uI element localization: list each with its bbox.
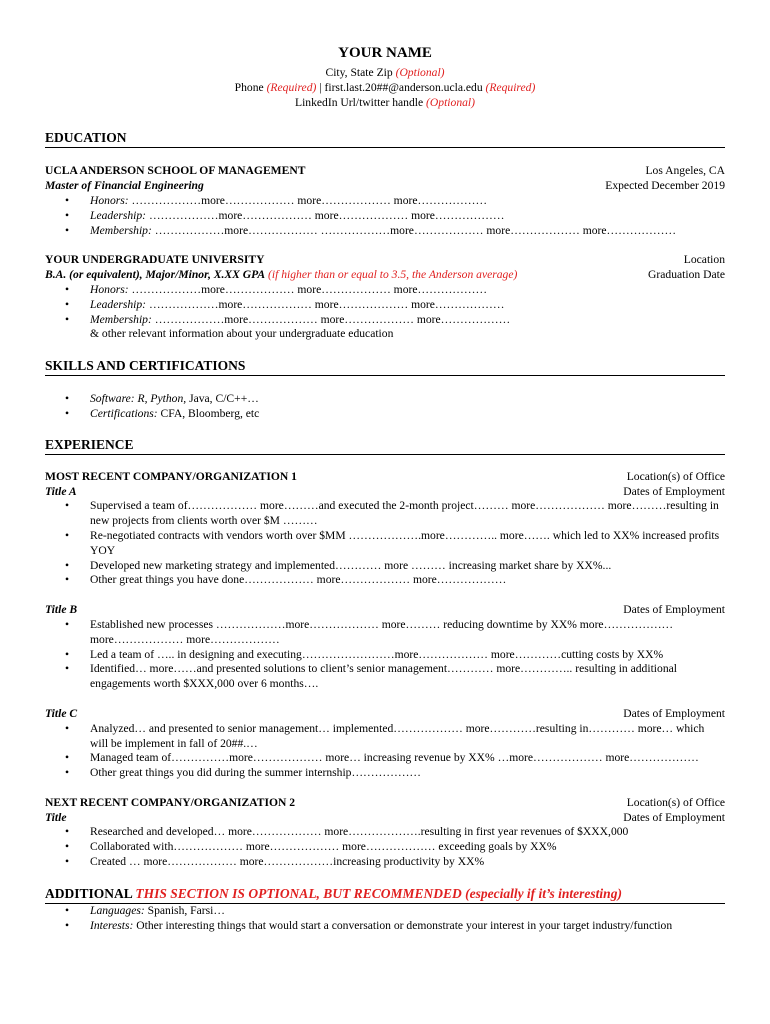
bullet-text: Identified… more……and presented solutions to client’s senior management………… more………….. resulting in additional engagements worth $XXX,000 over 6 months….: [90, 662, 677, 691]
org1-datesC: Dates of Employment: [623, 706, 725, 720]
list-item: • Leadership: ………………more……………… more……………… more………………: [65, 297, 505, 311]
email-text: | first.last.20##@anderson.ucla.edu: [319, 80, 483, 94]
undergrad-extra: & other relevant information about your undergraduate education: [90, 327, 394, 341]
list-item: • Other great things you did during the summer internship………………: [65, 766, 422, 780]
list-item: • Leadership: ………………more……………… more……………… more………………: [65, 208, 505, 222]
experience-heading: EXPERIENCE: [45, 437, 725, 455]
bullet-text: Spanish, Farsi…: [144, 903, 225, 917]
resume-page: [45, 44, 725, 933]
bullet-label: Leadership:: [90, 297, 147, 311]
additional-bullets: [45, 904, 725, 934]
org1-block: [45, 470, 725, 781]
list-item: • Created … more……………… more………………increasing productivity by XX%: [65, 855, 485, 869]
org1-titleC: Title C: [45, 706, 78, 720]
bullet-text: ………………more……………… ………………more……………… more……………… more………………: [151, 223, 677, 237]
org1-bulletsB: [45, 618, 725, 692]
list-item: • Languages: Spanish, Farsi…: [65, 903, 225, 917]
org1-name: MOST RECENT COMPANY/ORGANIZATION 1: [45, 469, 297, 483]
ucla-bullets: [45, 194, 725, 238]
bullet-text: Other great things you have done……………… more……………… more………………: [90, 573, 507, 587]
bullet-text: Collaborated with……………… more……………… more……………… exceeding goals by XX%: [90, 840, 557, 854]
bullet-text: Analyzed… and presented to senior management… implemented……………… more…………resulting in………… more… which will be implement in fall of 20##.…: [90, 721, 705, 750]
org1-titleB: Title B: [45, 603, 78, 617]
org1-bulletsC: [45, 722, 725, 781]
org2-dates: Dates of Employment: [623, 810, 725, 824]
org2-location: Location(s) of Office: [626, 795, 725, 809]
bullet-label: Leadership:: [90, 208, 147, 222]
list-item: • Software: R, Python, Java, C/C++…: [65, 392, 259, 406]
city-text: City, State Zip: [325, 66, 393, 79]
org1-titleC-row: [45, 707, 725, 722]
bullet-label: Membership:: [90, 312, 152, 326]
bullet-label: Honors:: [90, 282, 129, 296]
list-item: • Other great things you have done……………… more……………… more………………: [65, 573, 507, 587]
undergrad-school-name: YOUR UNDERGRADUATE UNIVERSITY: [45, 253, 265, 267]
bullet-text: Researched and developed… more……………… more……………….resulting in first year revenues of $XXX,000: [90, 825, 629, 839]
linkedin-optional-tag: (Optional): [426, 95, 475, 109]
list-item: • Re-negotiated contracts with vendors worth over $MM ……………….more………….. more……. which led to XX% increased profits YOY: [65, 528, 720, 557]
ucla-school-row: [45, 164, 725, 179]
bullet-label: Software: R, Python,: [90, 392, 187, 406]
org1-titleB-row: [45, 603, 725, 618]
email-required-tag: (Required): [485, 80, 536, 94]
education-heading: EDUCATION: [45, 130, 725, 148]
bullet-label: Languages:: [90, 903, 145, 917]
ucla-degree: Master of Financial Engineering: [45, 179, 204, 193]
skills-bullets: [45, 392, 725, 422]
bullet-text: ………………more……………… more……………… more………………: [128, 193, 488, 207]
skills-heading: SKILLS AND CERTIFICATIONS: [45, 358, 725, 376]
city-optional-tag: (Optional): [395, 66, 445, 79]
list-item: • Honors: ………………more……………… more……………… more………………: [65, 193, 488, 207]
bullet-text: CFA, Bloomberg, etc: [157, 406, 260, 420]
bullet-text: Established new processes ………………more……………… more……… reducing downtime by XX% more……………… more……………… more………………: [90, 617, 674, 646]
list-item: • Managed team of……………more……………… more… increasing revenue by XX% …more……………… more………………: [65, 751, 699, 765]
undergrad-bullets: [45, 283, 725, 342]
org1-location: Location(s) of Office: [626, 469, 725, 483]
list-item: • Interests: Other interesting things that would start a conversation or demonstrate your interest in your target industry/function: [65, 918, 673, 932]
additional-heading: [45, 886, 725, 904]
list-item: • Membership: ………………more……………… more……………… more……………… & other relevant information about your undergraduate education: [45, 313, 725, 343]
org1-titleA-row: [45, 485, 725, 500]
org1-titleA: Title A: [45, 484, 77, 498]
contact-phone-line: [45, 81, 725, 96]
undergrad-degree: B.A. (or equivalent), Major/Minor, X.XX GPA: [45, 268, 266, 282]
list-item: • Collaborated with……………… more……………… more……………… exceeding goals by XX%: [65, 840, 557, 854]
undergrad-school-row: [45, 253, 725, 268]
bullet-text: Supervised a team of……………… more………and executed the 2-month project……… more……………… more………resulting in new projects from clients worth over $M ………: [90, 499, 719, 528]
undergrad-location: Location: [683, 253, 725, 267]
org2-title-row: [45, 811, 725, 826]
bullet-text: Java, C/C++…: [186, 392, 259, 406]
bullet-text: ………………more……………… more……………… more………………: [146, 297, 505, 311]
org2-title: Title: [45, 810, 67, 824]
org1-datesB: Dates of Employment: [623, 603, 725, 617]
org2-name: NEXT RECENT COMPANY/ORGANIZATION 2: [45, 795, 296, 809]
list-item: • Established new processes ………………more……………… more……… reducing downtime by XX% more……………… more……………… more………………: [65, 617, 674, 646]
bullet-label: Honors:: [90, 193, 129, 207]
bullet-text: Re-negotiated contracts with vendors worth over $MM ……………….more………….. more……. which led to XX% increased profits YOY: [90, 528, 720, 557]
bullet-label: Certifications:: [90, 406, 158, 420]
org2-row: [45, 796, 725, 811]
undergrad-degree-wrap: [45, 268, 517, 283]
phone-text: Phone: [234, 80, 264, 94]
linkedin-text: LinkedIn Url/twitter handle: [295, 95, 424, 109]
list-item: • Analyzed… and presented to senior management… implemented……………… more…………resulting in………… more… which will be implement in fall of 20##.…: [65, 721, 705, 750]
org2-bullets: [45, 825, 725, 869]
undergrad-date: Graduation Date: [648, 268, 725, 282]
bullet-text: Other great things you did during the summer internship………………: [90, 766, 422, 780]
org1-datesA: Dates of Employment: [623, 484, 725, 498]
list-item: • Researched and developed… more……………… more……………….resulting in first year revenues of $XXX,000: [65, 825, 629, 839]
list-item: • Developed new marketing strategy and implemented………… more ……… increasing market share by XX%...: [65, 558, 612, 572]
list-item: • Supervised a team of……………… more………and executed the 2-month project……… more……………… more………resulting in new projects from clients worth over $M ………: [65, 499, 719, 528]
additional-note: THIS SECTION IS OPTIONAL, BUT RECOMMENDED (especially if it’s interesting): [135, 885, 622, 901]
bullet-text: Created … more……………… more………………increasing productivity by XX%: [90, 855, 485, 869]
org1-row: [45, 470, 725, 485]
org2-block: [45, 796, 725, 870]
undergrad-block: [45, 253, 725, 342]
bullet-label: Membership:: [90, 223, 152, 237]
bullet-text: Managed team of……………more……………… more… increasing revenue by XX% …more……………… more………………: [90, 751, 699, 765]
bullet-text: Other interesting things that would start a conversation or demonstrate your interest in your target industry/function: [133, 918, 673, 932]
contact-linkedin-line: [45, 96, 725, 111]
ucla-degree-row: [45, 179, 725, 194]
bullet-text: Developed new marketing strategy and implemented………… more ……… increasing market share by XX%...: [90, 558, 612, 572]
list-item: • Led a team of ….. in designing and executing……………………more……………… more…………cutting costs by XX%: [65, 647, 664, 661]
bullet-text: Led a team of ….. in designing and executing……………………more……………… more…………cutting costs by XX%: [90, 647, 664, 661]
bullet-label: Interests:: [90, 918, 134, 932]
list-item: • Membership: ………………more……………… ………………more……………… more……………… more………………: [65, 223, 677, 237]
resume-name: YOUR NAME: [338, 45, 432, 61]
list-item: • Identified… more……and presented solutions to client’s senior management………… more………….. resulting in additional engagements worth $XXX,000 over 6 months….: [65, 662, 677, 691]
bullet-text: ………………more……………… more……………… more………………: [151, 312, 511, 326]
undergrad-degree-row: [45, 268, 725, 283]
ucla-location: Los Angeles, CA: [645, 164, 725, 178]
contact-city-line: [45, 66, 725, 81]
bullet-text: ………………more……………… more……………… more………………: [146, 208, 505, 222]
bullet-text: ………………more……………… more……………… more………………: [128, 282, 488, 296]
org1-bulletsA: [45, 499, 725, 588]
list-item: • Honors: ………………more……………… more……………… more………………: [65, 282, 488, 296]
ucla-date: Expected December 2019: [605, 179, 725, 193]
list-item: • Certifications: CFA, Bloomberg, etc: [65, 406, 260, 420]
phone-required-tag: (Required): [266, 80, 317, 94]
ucla-block: [45, 164, 725, 238]
ucla-school-name: UCLA ANDERSON SCHOOL OF MANAGEMENT: [45, 164, 306, 178]
additional-title: ADDITIONAL: [45, 885, 133, 901]
undergrad-gpa-note: (if higher than or equal to 3.5, the Anderson average): [268, 268, 518, 282]
